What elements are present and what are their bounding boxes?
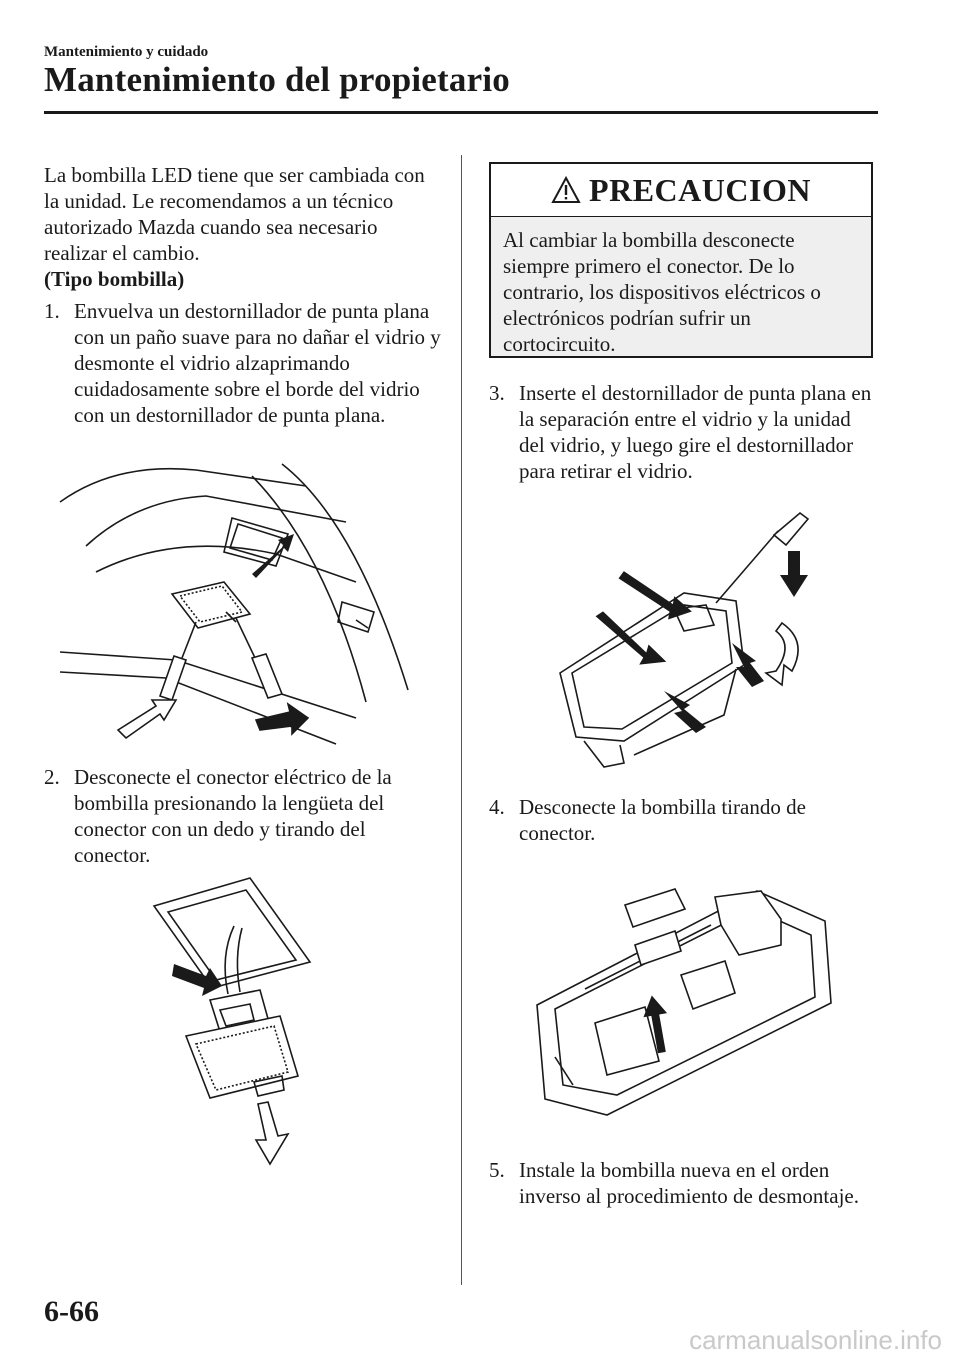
right-text-step3	[489, 380, 879, 484]
page-number: 6-66	[44, 1295, 99, 1328]
caution-body: Al cambiar la bombilla desconecte siempre primero el conector. De lo contrario, los dispositivos eléctricos o electrónicos podrían sufrir un cortocircuito.	[503, 228, 821, 356]
step-2-text: Desconecte el conector eléctrico de la bombilla presionando la lengüeta del conector con un dedo y tirando del conector.	[74, 765, 392, 867]
step-5-text: Instale la bombilla nueva en el orden inverso al procedimiento de desmontaje.	[519, 1158, 859, 1208]
warning-triangle-icon	[551, 176, 581, 204]
subheading: (Tipo bombilla)	[44, 267, 185, 291]
step-1-number: 1.	[44, 299, 60, 323]
caution-box	[489, 162, 873, 358]
step-5-number: 5.	[489, 1158, 505, 1182]
right-text-step4	[489, 794, 879, 846]
figure-bulb-connector	[525, 885, 835, 1120]
left-text-top	[44, 162, 444, 428]
left-text-bottom	[44, 764, 444, 868]
figure-connector-removal	[150, 876, 350, 1166]
watermark: carmanualsonline.info	[689, 1325, 942, 1355]
step-3-text: Inserte el destornillador de punta plana en la separación entre el vidrio y la unidad del vidrio, y luego gire el destornillador para retirar el vidrio.	[519, 381, 872, 483]
right-text-step5	[489, 1157, 879, 1209]
header-rule	[44, 111, 878, 114]
figure-glass-removal	[524, 505, 834, 770]
step-2-number: 2.	[44, 765, 60, 789]
section-label: Mantenimiento y cuidado	[44, 44, 209, 60]
figure-tailgate-lamp	[56, 462, 416, 752]
step-2	[44, 764, 444, 868]
caution-title: PRECAUCION	[589, 171, 811, 208]
step-5	[489, 1157, 879, 1209]
step-4-text: Desconecte la bombilla tirando de conector.	[519, 795, 806, 845]
step-1	[44, 298, 444, 428]
step-3	[489, 380, 879, 484]
intro-paragraph: La bombilla LED tiene que ser cambiada con la unidad. Le recomendamos a un técnico autorizado Mazda cuando sea necesario realizar el cambio.	[44, 163, 425, 265]
step-1-text: Envuelva un destornillador de punta plana con un paño suave para no dañar el vidrio y desmonte el vidrio alzaprimando cuidadosamente sobre el borde del vidrio con un destornillador de punta plana.	[74, 299, 441, 427]
step-4-number: 4.	[489, 795, 505, 819]
caution-header	[491, 164, 871, 217]
step-4	[489, 794, 879, 846]
page-title: Mantenimiento del propietario	[44, 60, 510, 99]
column-divider	[461, 155, 462, 1285]
step-3-number: 3.	[489, 381, 505, 405]
